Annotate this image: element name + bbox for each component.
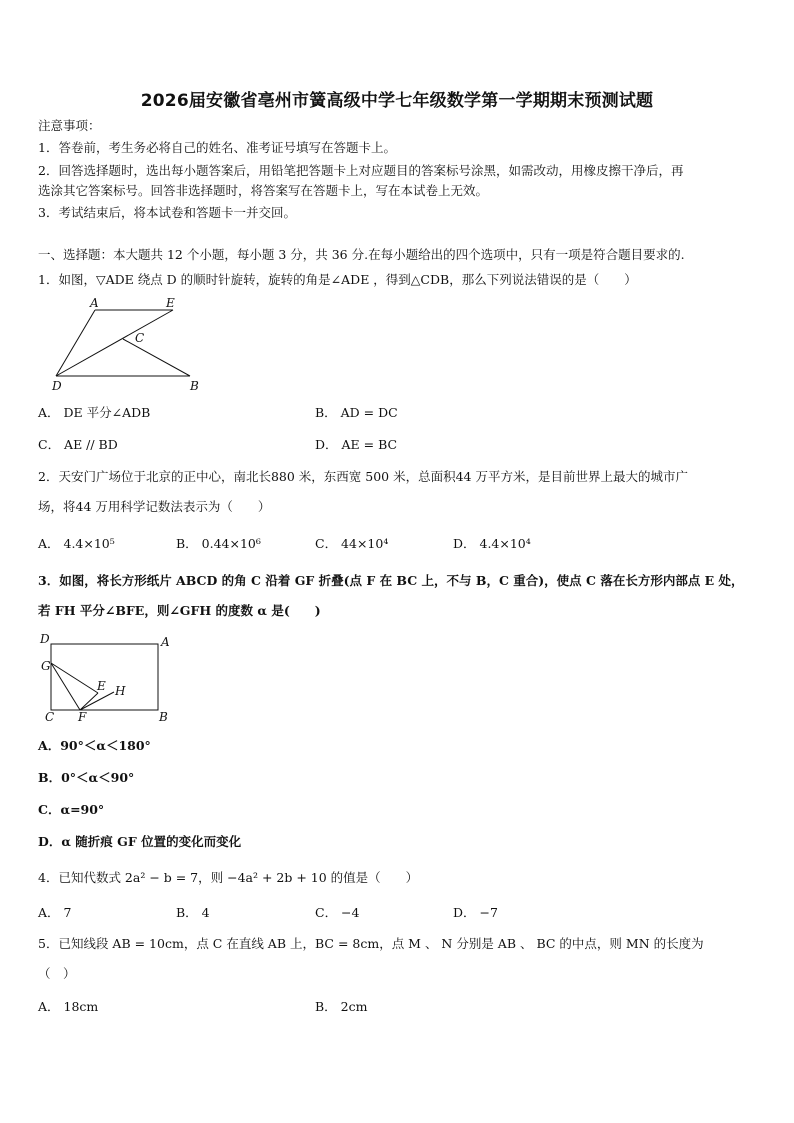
q4-option-a[interactable]: A． 7 xyxy=(38,905,72,920)
q3-segment-fh xyxy=(80,692,114,710)
q5-option-a[interactable]: A． 18cm xyxy=(38,999,99,1014)
q1-figure xyxy=(38,294,218,394)
q5-stem-line2: （ ） xyxy=(38,966,76,981)
section-heading: 一、选择题：本大题共 12 个小题，每小题 3 分，共 36 分.在每小题给出的四个选项中，只有一项是符合题目要求的. xyxy=(38,247,685,262)
q2-option-b[interactable]: B． 0.44×10⁶ xyxy=(176,536,261,551)
q1-label-d: D xyxy=(52,379,62,393)
q3-figure xyxy=(38,630,178,726)
q3-rectangle xyxy=(51,644,158,710)
q3-stem-line1: 3．如图，将长方形纸片 ABCD 的角 C 沿着 GF 折叠(点 F 在 BC 上，不与 B，C 重合)，使点 C 落在长方形内部点 E 处， xyxy=(38,573,744,588)
q3-option-d[interactable]: D．α 随折痕 GF 位置的变化而变化 xyxy=(38,834,242,849)
notice-heading: 注意事项： xyxy=(38,118,101,133)
notice-item-2: 2．回答选择题时，选出每小题答案后，用铅笔把答题卡上对应题目的答案标号涂黑，如需改动，用橡皮擦干净后，再 xyxy=(38,163,684,178)
q3-label-e: E xyxy=(97,679,106,693)
q3-label-f: F xyxy=(78,710,87,724)
q3-label-g: G xyxy=(41,659,51,673)
q2-option-c[interactable]: C． 44×10⁴ xyxy=(315,536,389,551)
q3-label-c: C xyxy=(45,710,55,724)
q5-option-b[interactable]: B． 2cm xyxy=(315,999,368,1014)
q2-option-d[interactable]: D． 4.4×10⁴ xyxy=(453,536,531,551)
q1-option-a[interactable]: A． DE 平分∠ADB xyxy=(38,405,151,420)
q1-option-b[interactable]: B． AD = DC xyxy=(315,405,398,420)
q1-label-c: C xyxy=(135,331,145,345)
q3-fold-gf xyxy=(51,663,80,710)
page-title: 2026届安徽省亳州市簧高级中学七年级数学第一学期期末预测试题 xyxy=(140,91,654,111)
q1-option-c[interactable]: C． AE // BD xyxy=(38,437,118,452)
q1-label-e: E xyxy=(166,296,175,310)
q3-label-a: A xyxy=(161,635,170,649)
q4-option-b[interactable]: B． 4 xyxy=(176,905,210,920)
notice-item-1: 1．答卷前，考生务必将自己的姓名、准考证号填写在答题卡上。 xyxy=(38,140,396,155)
q4-stem: 4．已知代数式 2a² − b = 7，则 −4a² + 2b + 10 的值是（ ） xyxy=(38,870,419,885)
notice-item-3: 3．考试结束后，将本试卷和答题卡一并交回。 xyxy=(38,205,296,220)
q3-label-b: B xyxy=(159,710,168,724)
q3-stem-line2: 若 FH 平分∠BFE，则∠GFH 的度数 α 是( ) xyxy=(38,603,321,618)
q3-segment-ge xyxy=(51,663,98,693)
q5-stem-line1: 5．已知线段 AB = 10cm，点 C 在直线 AB 上，BC = 8cm，点 M 、 N 分别是 AB 、 BC 的中点，则 MN 的长度为 xyxy=(38,936,704,951)
q4-option-c[interactable]: C． −4 xyxy=(315,905,360,920)
q1-segment-cb xyxy=(123,339,190,376)
q1-option-d[interactable]: D． AE = BC xyxy=(315,437,398,452)
q2-stem-line2: 场，将44 万用科学记数法表示为（ ） xyxy=(38,499,271,514)
q3-option-b[interactable]: B．0°＜α＜90° xyxy=(38,770,135,785)
q3-option-c[interactable]: C．α=90° xyxy=(38,802,105,817)
q1-segment-de xyxy=(56,310,173,376)
q1-stem: 1．如图，▽ADE 绕点 D 的顺时针旋转，旋转的角是∠ADE ，得到△CDB，那么下列说法错误的是（ ） xyxy=(38,272,637,287)
q4-option-d[interactable]: D． −7 xyxy=(453,905,498,920)
q1-segment-ad xyxy=(56,310,95,376)
notice-item-2-cont: 选涂其它答案标号。回答非选择题时，将答案写在答题卡上，写在本试卷上无效。 xyxy=(38,183,489,198)
q1-label-a: A xyxy=(90,296,99,310)
q3-label-d: D xyxy=(40,632,50,646)
q3-option-a[interactable]: A．90°＜α＜180° xyxy=(38,738,151,753)
q1-label-b: B xyxy=(190,379,199,393)
q3-label-h: H xyxy=(115,684,126,698)
q2-option-a[interactable]: A． 4.4×10⁵ xyxy=(38,536,115,551)
q2-stem-line1: 2．天安门广场位于北京的正中心，南北长880 米，东西宽 500 米，总面积44 万平方米，是目前世界上最大的城市广 xyxy=(38,469,688,484)
